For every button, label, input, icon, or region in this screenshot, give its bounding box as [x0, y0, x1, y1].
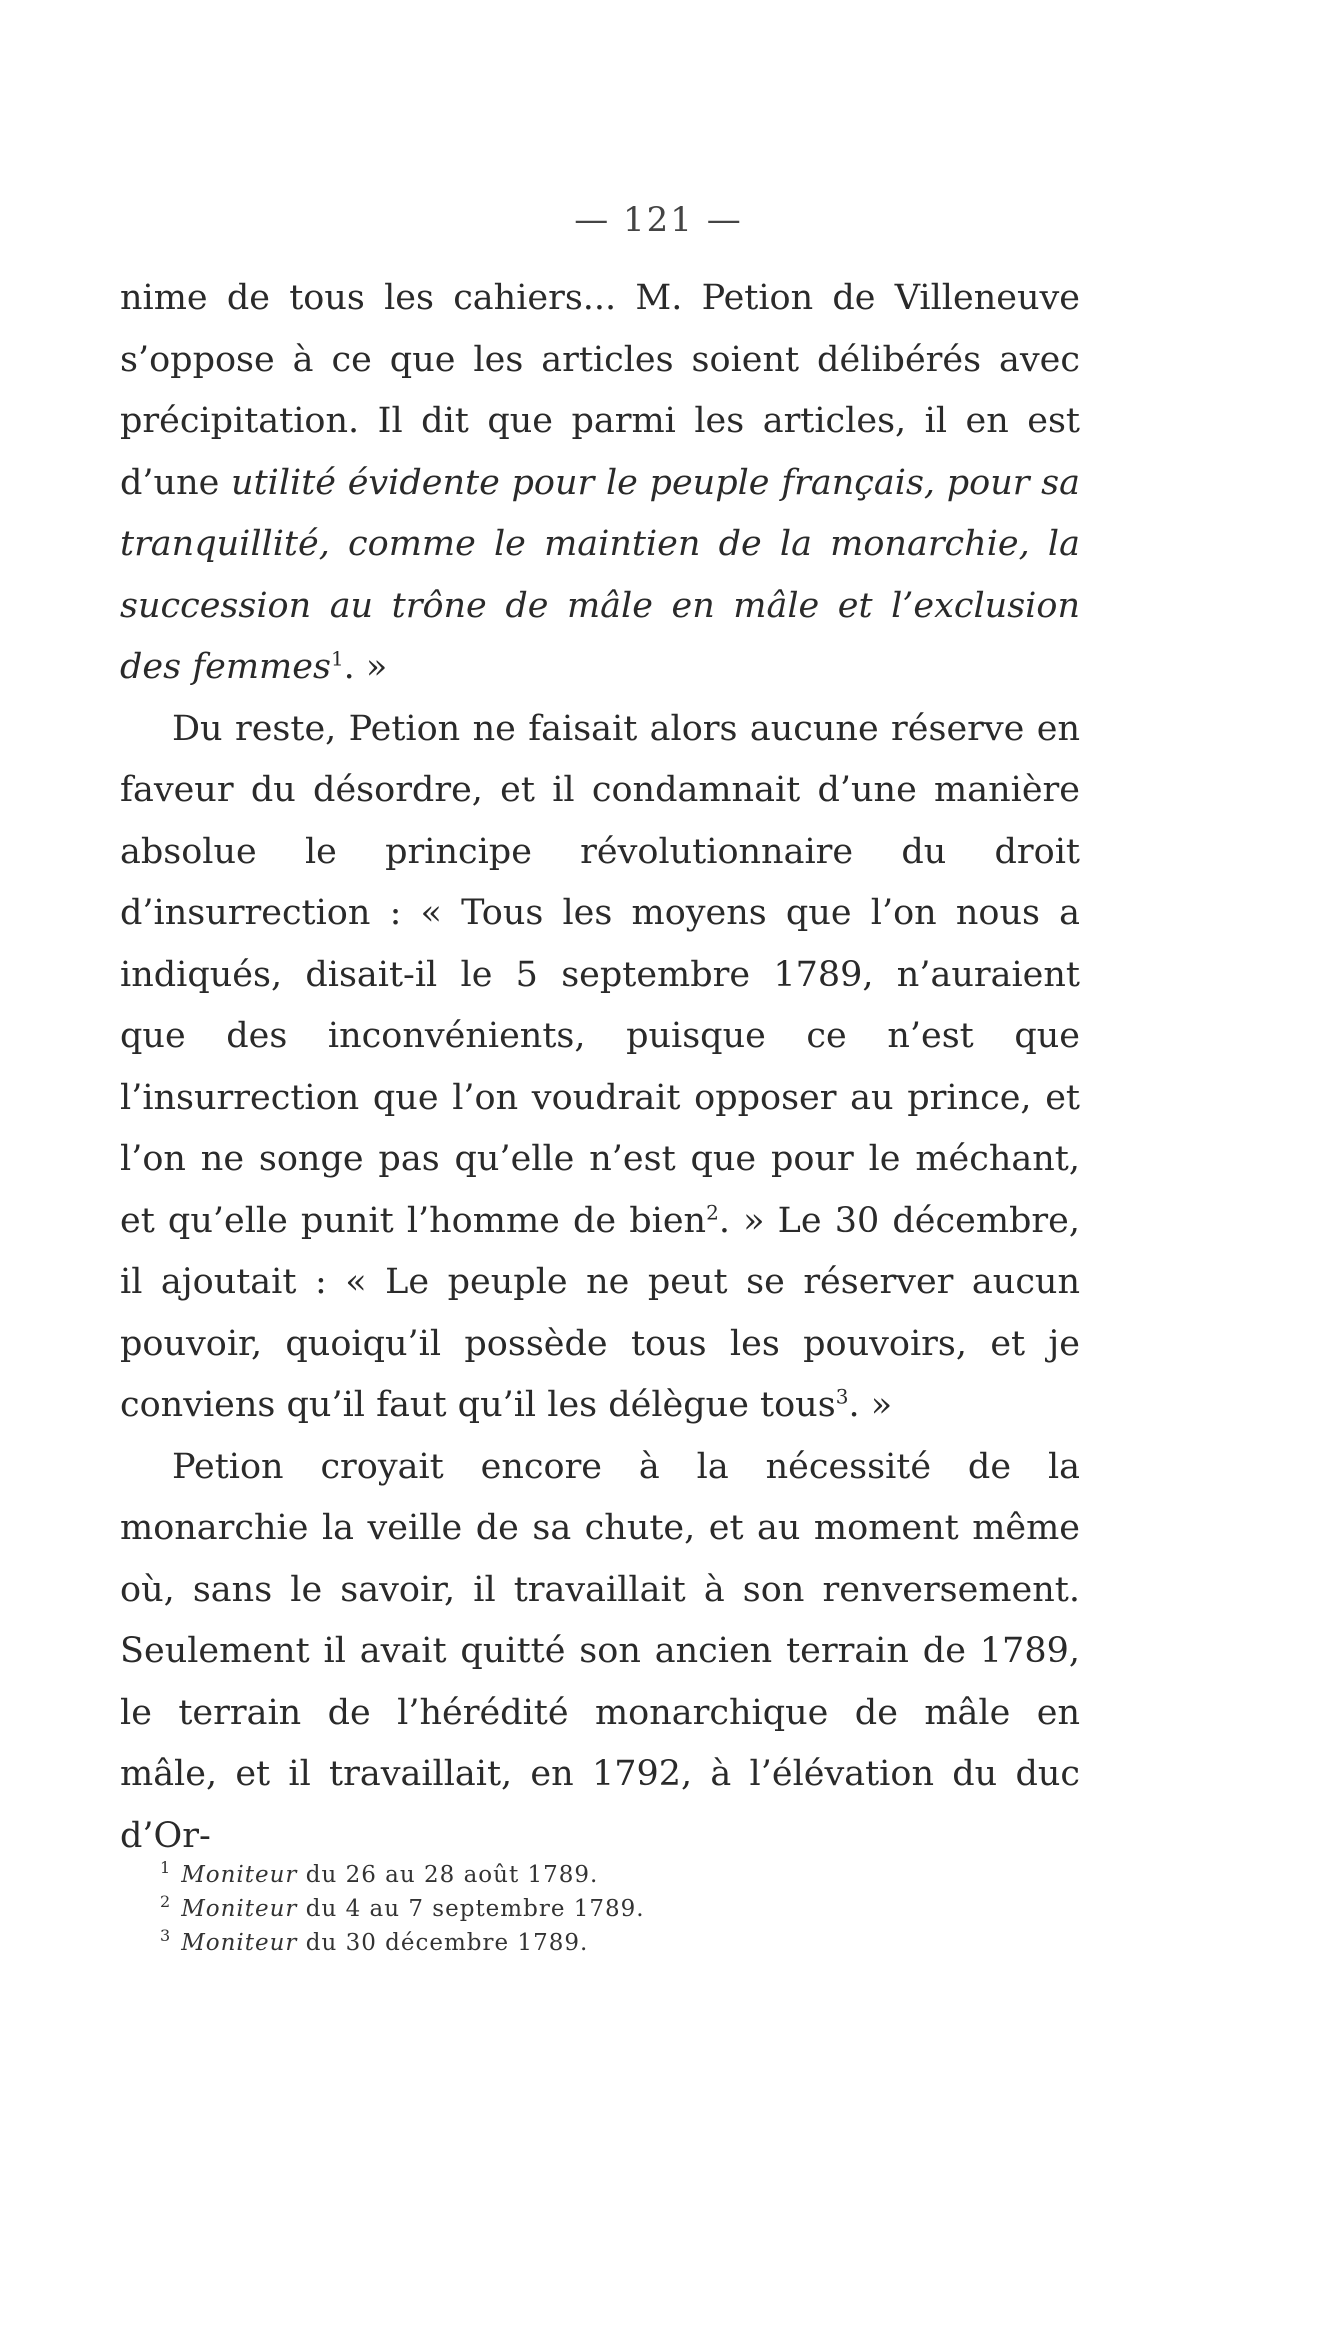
footnote-source: Moniteur — [181, 1930, 298, 1956]
text-segment: Petion croyait encore à la nécessité de la monarchie la veille de sa chute, et au moment même où, sans le savoir, il travaillait à son renversement. Seulement il avait quitté son ancien terrain de 1789, le terrain de l’hérédité monarchique de mâle en mâle, et il travaillait, en 1792, à l’élévation du duc d’Or- — [120, 1446, 1080, 1856]
paragraph-2 — [120, 699, 1080, 1437]
text-segment: Du reste, Petion ne faisait alors aucune réserve en faveur du désordre, et il condamnait d’une manière absolue le principe révolutionnaire du droit d’insurrection : « Tous les moyens que l’on nous a indiqués, disait-il le 5 septembre 1789, n’auraient que des inconvénients, puisque ce n’est que l’insurrection que l’on voudrait opposer au prince, et l’on ne songe pas qu’elle n’est que pour le méchant, et qu’elle punit l’homme de bien — [120, 708, 1080, 1241]
text-segment: . » — [848, 1385, 893, 1425]
footnote-text: du 4 au 7 septembre 1789. — [297, 1896, 645, 1922]
text-segment: . » Le 30 décembre, il ajoutait : « Le peuple ne peut se réserver aucun pouvoir, quoiqu’il possède tous les pouvoirs, et je conviens qu’il faut qu’il les délègue tous — [120, 1200, 1080, 1425]
footnote-ref-3: 3 — [835, 1384, 849, 1409]
footnote-ref-2: 2 — [706, 1199, 719, 1224]
italic-quote: utilité évidente pour le peuple français, pour sa tranquillité, comme le maintien de la monarchie, la succession au trône de mâle en mâle et l’exclusion des femmes — [120, 462, 1081, 687]
footnote-source: Moniteur — [181, 1862, 298, 1888]
footnote-number: 2 — [160, 1892, 172, 1912]
page-number: — 121 — — [574, 200, 743, 240]
paragraph-1 — [120, 268, 1080, 699]
body-text — [120, 268, 1080, 1867]
footnote-number: 3 — [160, 1926, 172, 1946]
footnote-1 — [160, 1858, 1060, 1892]
text-segment: nime de tous les cahiers... M. Petion de Villeneuve s’oppose à ce que les articles soient délibérés avec précipitation. Il dit que parmi les articles, il en est d’une — [120, 278, 1080, 503]
footnote-3 — [160, 1926, 1060, 1960]
footnote-text: du 26 au 28 août 1789. — [297, 1862, 599, 1888]
footnote-number: 1 — [160, 1858, 172, 1878]
footnote-ref-1: 1 — [330, 646, 344, 671]
footnote-text: du 30 décembre 1789. — [297, 1930, 589, 1956]
paragraph-3 — [120, 1437, 1080, 1868]
footnotes — [160, 1858, 1060, 1960]
footnote-source: Moniteur — [181, 1896, 298, 1922]
text-segment: . » — [343, 647, 388, 687]
footnote-2 — [160, 1892, 1060, 1926]
